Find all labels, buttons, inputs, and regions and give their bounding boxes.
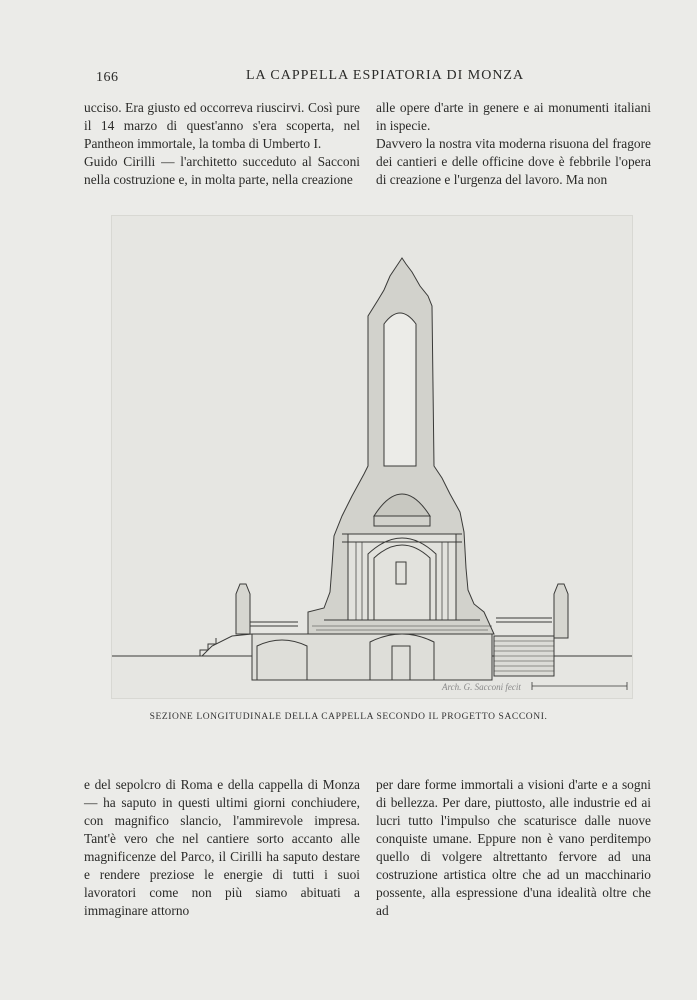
- spire-window: [384, 313, 416, 466]
- paragraph: per dare forme immortali a visioni d'arte e a sogni di bellezza. Per dare, piuttosto, alle industrie ed ai lucri tutto l'impulso che scaturisce dalle nuove conquiste umane. Eppure non è vano perditempo quello di volgere altrettanto fervore ad una costruzione artistica oltre che ad un macchinario possente, alla espressione d'una idealità oltre che ad: [376, 777, 651, 918]
- bottom-right-column: [376, 776, 651, 920]
- chapel-section-drawing: [112, 216, 632, 698]
- left-obelisk: [236, 584, 250, 634]
- right-obelisk: [554, 584, 568, 638]
- paragraph: Davvero la nostra vita moderna risuona del fragore dei cantieri e delle officine dove è febbrile l'opera di creazione e l'urgenza del lavoro. Ma non: [376, 136, 651, 187]
- paragraph: alle opere d'arte in genere e ai monumenti italiani in ispecie.: [376, 100, 651, 133]
- paragraph: ucciso. Era giusto ed occorreva riuscirvi. Così pure il 14 marzo di quest'anno s'era scoperta, nel Pantheon immortale, la tomba di Umberto I.: [84, 100, 360, 151]
- running-title: LA CAPPELLA ESPIATORIA DI MONZA: [246, 68, 525, 83]
- nave: [348, 534, 456, 620]
- right-balustrade: [496, 618, 552, 622]
- page-number: 166: [96, 70, 119, 85]
- scale-bar: [532, 682, 627, 690]
- figure-caption: SEZIONE LONGITUDINALE DELLA CAPPELLA SECONDO IL PROGETTO SACCONI.: [149, 712, 548, 722]
- bottom-left-column: [84, 776, 360, 920]
- paragraph: Guido Cirilli — l'architetto succeduto al Sacconi nella costruzione e, in molta parte, nella creazione: [84, 154, 360, 187]
- left-terrace: [112, 634, 252, 656]
- architectural-plate: [111, 215, 633, 699]
- top-left-column: [84, 99, 360, 189]
- paragraph: e del sepolcro di Roma e della cappella di Monza — ha saputo in questi ultimi giorni conchiudere, con magnifico slancio, l'ammirevole impresa. Tant'è vero che nel cantiere sorto accanto alle magnificenze del Parco, il Cirilli ha saputo destare e rendere preziose le energie di tutti i suoi lavoratori come non più siamo abituati a immaginare attorno: [84, 777, 360, 918]
- signature-text: Arch. G. Sacconi fecit: [442, 682, 521, 692]
- left-steps: [200, 638, 216, 656]
- top-right-column: [376, 99, 651, 189]
